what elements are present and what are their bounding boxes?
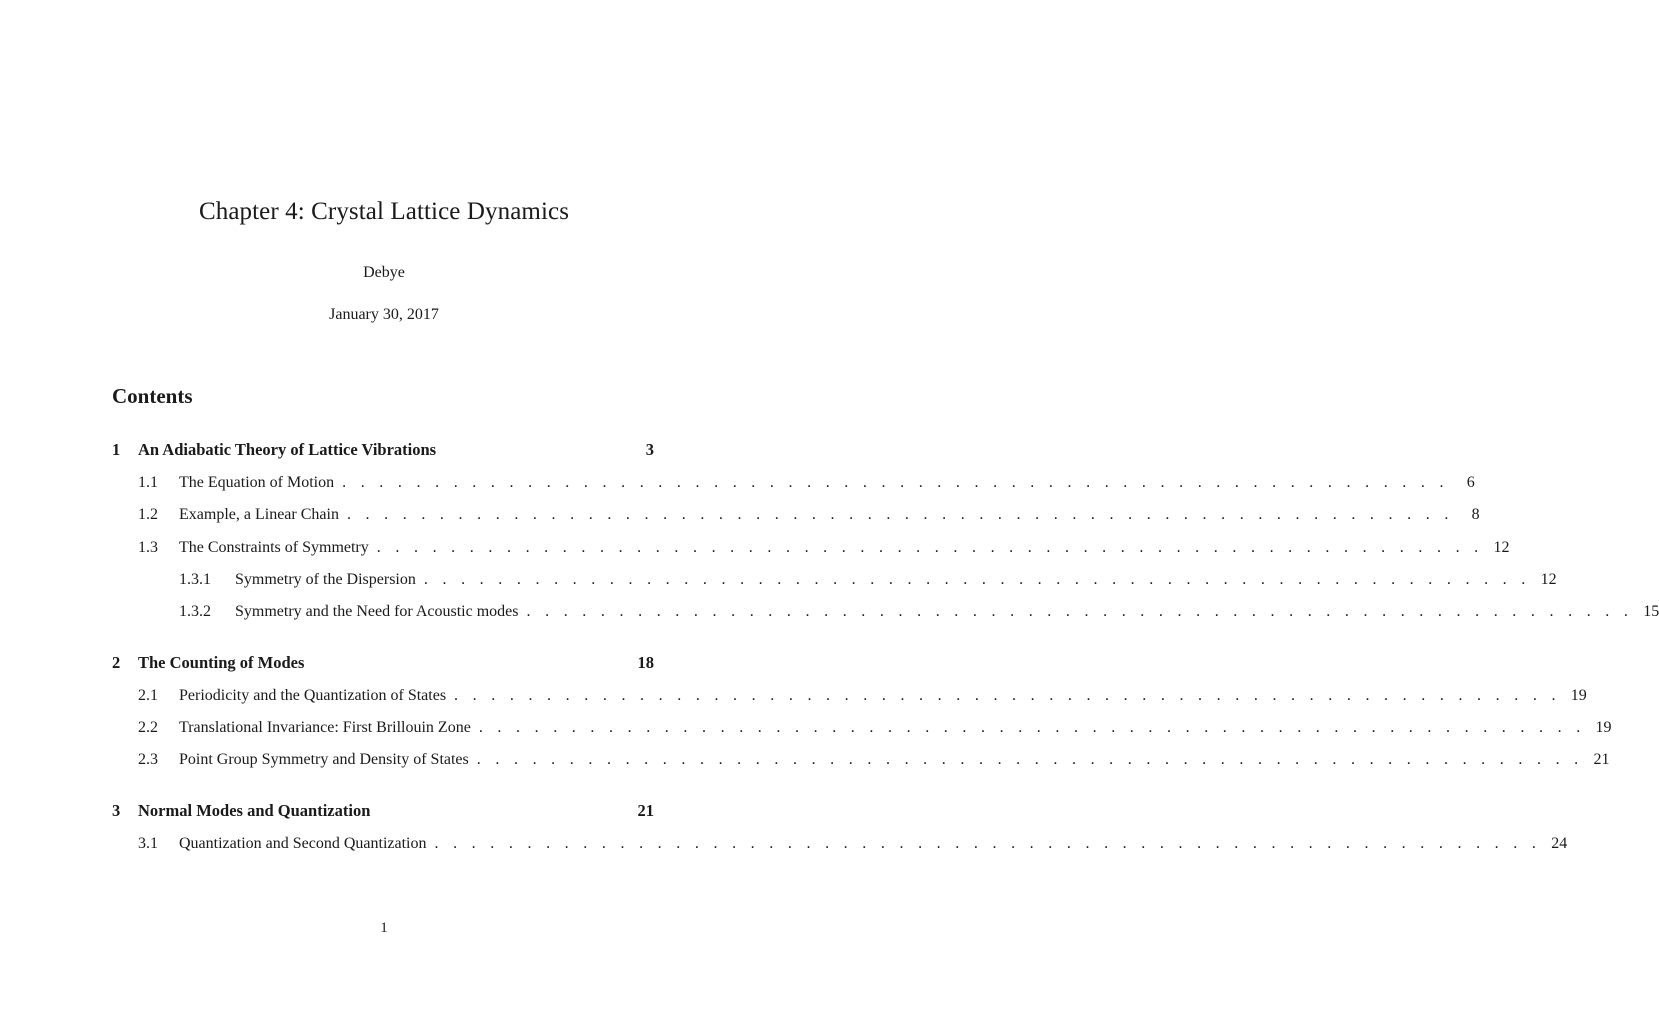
toc-leader-dots: . . . . . . . . . . . . . . . . . . . . . . . . . . . . . . . . . . . . . . . . . . . . . . . . . . . . . . . . . . . . — [476, 751, 1584, 768]
toc-page-number: 15 — [1643, 603, 1659, 620]
toc-label: Symmetry of the Dispersion — [235, 571, 416, 588]
toc-subsection[interactable] — [112, 719, 1612, 741]
toc-leader-dots: . . . . . . . . . . . . . . . . . . . . . . . . . . . . . . . . . . . . . . . . . . . . . . . . . . . . . . . . . . . . — [423, 571, 1531, 588]
toc-label: Normal Modes and Quantization — [138, 801, 371, 820]
toc-label: The Counting of Modes — [138, 653, 305, 672]
toc-leader-dots: . . . . . . . . . . . . . . . . . . . . . . . . . . . . . . . . . . . . . . . . . . . . . . . . . . . . . . . . . . . . — [346, 506, 1454, 523]
contents-heading: Contents — [112, 384, 193, 408]
toc-page-number: 21 — [637, 801, 654, 820]
toc-label: The Equation of Motion — [179, 474, 335, 491]
toc-page-number: 12 — [1540, 571, 1557, 588]
toc-subsubsection[interactable] — [112, 571, 1557, 593]
toc-number: 1.3.2 — [179, 603, 211, 620]
toc-label: Translational Invariance: First Brillouin Zone — [179, 719, 471, 736]
toc-subsection[interactable] — [112, 835, 1568, 857]
toc-number: 2.2 — [138, 719, 158, 736]
toc-number: 2.3 — [138, 751, 158, 768]
toc-number: 2 — [112, 653, 121, 672]
toc-number: 2.1 — [138, 687, 158, 704]
toc-label: The Constraints of Symmetry — [179, 539, 369, 556]
toc-page-number: 19 — [1595, 719, 1612, 736]
toc-subsection[interactable] — [112, 506, 1480, 528]
toc-number: 1 — [112, 440, 121, 459]
toc-number: 1.3.1 — [179, 571, 211, 588]
toc-label: Quantization and Second Quantization — [179, 835, 427, 852]
toc-number: 3.1 — [138, 835, 158, 852]
toc-leader-dots: . . . . . . . . . . . . . . . . . . . . . . . . . . . . . . . . . . . . . . . . . . . . . . . . . . . . . . . . . . . . — [376, 539, 1484, 556]
toc-leader-dots: . . . . . . . . . . . . . . . . . . . . . . . . . . . . . . . . . . . . . . . . . . . . . . . . . . . . . . . . . . . . — [454, 687, 1561, 704]
toc-label: Example, a Linear Chain — [179, 506, 339, 523]
toc-section[interactable] — [112, 801, 654, 823]
document-date: January 30, 2017 — [329, 306, 439, 323]
toc-label: Symmetry and the Need for Acoustic modes — [235, 603, 519, 620]
toc-number: 1.3 — [138, 539, 158, 556]
page-number: 1 — [380, 920, 388, 936]
toc-leader-dots: . . . . . . . . . . . . . . . . . . . . . . . . . . . . . . . . . . . . . . . . . . . . . . . . . . . . . . . . . . . . — [342, 474, 1449, 491]
toc-page-number: 24 — [1551, 835, 1568, 852]
toc-leader-dots: . . . . . . . . . . . . . . . . . . . . . . . . . . . . . . . . . . . . . . . . . . . . . . . . . . . . . . . . . . . . — [478, 719, 1586, 736]
document-title: Chapter 4: Crystal Lattice Dynamics — [198, 198, 570, 225]
toc-label: Point Group Symmetry and Density of States — [179, 751, 469, 768]
toc-page-number: 12 — [1493, 539, 1510, 556]
toc-leader-dots: . . . . . . . . . . . . . . . . . . . . . . . . . . . . . . . . . . . . . . . . . . . . . . . . . . . . . . . . . . . . — [526, 603, 1634, 620]
toc-page-number: 3 — [645, 440, 654, 459]
toc-page-number: 8 — [1471, 506, 1480, 523]
toc-number: 3 — [112, 801, 121, 820]
toc-page-number: 18 — [637, 653, 654, 672]
toc-number: 1.1 — [138, 474, 158, 491]
toc-subsection[interactable] — [112, 539, 1510, 561]
toc-leader-dots: . . . . . . . . . . . . . . . . . . . . . . . . . . . . . . . . . . . . . . . . . . . . . . . . . . . . . . . . . . . . — [434, 835, 1542, 852]
toc-section[interactable] — [112, 653, 654, 675]
toc-number: 1.2 — [138, 506, 158, 523]
toc-subsection[interactable] — [112, 687, 1587, 709]
toc-page-number: 19 — [1570, 687, 1587, 704]
toc-subsubsection[interactable] — [112, 603, 1659, 625]
toc-subsection[interactable] — [112, 474, 1475, 496]
document-author: Debye — [363, 264, 405, 281]
toc-page-number: 6 — [1466, 474, 1475, 491]
toc-label: Periodicity and the Quantization of States — [179, 687, 447, 704]
toc-subsection[interactable] — [112, 751, 1610, 773]
toc-section[interactable] — [112, 440, 654, 462]
toc-label: An Adiabatic Theory of Lattice Vibrations — [138, 440, 437, 459]
toc-page-number: 21 — [1593, 751, 1610, 768]
